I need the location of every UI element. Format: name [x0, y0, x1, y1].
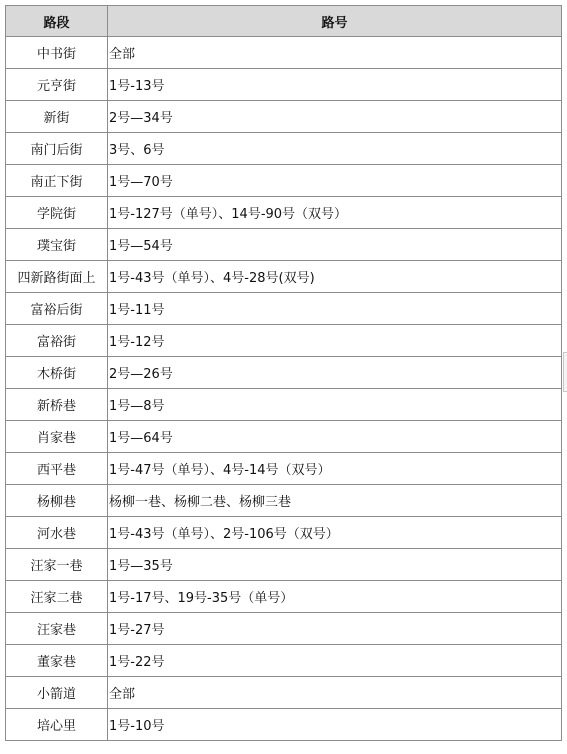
segment-cell: 培心里 [6, 709, 108, 741]
segment-cell: 南门后街 [6, 133, 108, 165]
table-row [6, 581, 562, 613]
table-row [6, 645, 562, 677]
numbers-cell: 1号-27号 [108, 613, 562, 645]
segment-cell: 新街 [6, 101, 108, 133]
table-row [6, 421, 562, 453]
table-row [6, 357, 562, 389]
numbers-cell: 1号-13号 [108, 69, 562, 101]
numbers-cell: 1号-12号 [108, 325, 562, 357]
segment-cell: 杨柳巷 [6, 485, 108, 517]
segment-cell: 肖家巷 [6, 421, 108, 453]
segment-cell: 汪家巷 [6, 613, 108, 645]
segment-cell: 南正下街 [6, 165, 108, 197]
table-row [6, 613, 562, 645]
numbers-cell: 杨柳一巷、杨柳二巷、杨柳三巷 [108, 485, 562, 517]
segment-cell: 富裕街 [6, 325, 108, 357]
table-row [6, 325, 562, 357]
numbers-cell: 1号-11号 [108, 293, 562, 325]
table-row [6, 453, 562, 485]
edge-scroll-marker [563, 352, 567, 392]
numbers-cell: 1号-127号（单号）、14号-90号（双号） [108, 197, 562, 229]
table-row [6, 389, 562, 421]
numbers-cell: 3号、6号 [108, 133, 562, 165]
column-header-numbers: 路号 [108, 6, 562, 37]
numbers-cell: 1号—35号 [108, 549, 562, 581]
table-row [6, 229, 562, 261]
table-row [6, 485, 562, 517]
numbers-cell: 1号-43号（单号）、2号-106号（双号） [108, 517, 562, 549]
column-header-segment: 路段 [6, 6, 108, 37]
table-row [6, 261, 562, 293]
numbers-cell: 1号-22号 [108, 645, 562, 677]
numbers-cell: 1号-47号（单号）、4号-14号（双号） [108, 453, 562, 485]
table-row [6, 37, 562, 69]
segment-cell: 西平巷 [6, 453, 108, 485]
segment-cell: 木桥街 [6, 357, 108, 389]
segment-cell: 四新路街面上 [6, 261, 108, 293]
numbers-cell: 全部 [108, 37, 562, 69]
segment-cell: 小箭道 [6, 677, 108, 709]
segment-cell: 董家巷 [6, 645, 108, 677]
table-row [6, 69, 562, 101]
segment-cell: 新桥巷 [6, 389, 108, 421]
table-row [6, 549, 562, 581]
table-row [6, 165, 562, 197]
numbers-cell: 2号—26号 [108, 357, 562, 389]
table-header-row [6, 6, 562, 37]
segment-cell: 璞宝街 [6, 229, 108, 261]
road-number-table-container [5, 5, 561, 741]
numbers-cell: 2号—34号 [108, 101, 562, 133]
table-row [6, 709, 562, 741]
table-row [6, 293, 562, 325]
numbers-cell: 1号—54号 [108, 229, 562, 261]
table-row [6, 517, 562, 549]
segment-cell: 元亨街 [6, 69, 108, 101]
segment-cell: 汪家二巷 [6, 581, 108, 613]
numbers-cell: 全部 [108, 677, 562, 709]
segment-cell: 学院街 [6, 197, 108, 229]
numbers-cell: 1号-10号 [108, 709, 562, 741]
road-number-table [5, 5, 562, 741]
segment-cell: 汪家一巷 [6, 549, 108, 581]
table-row [6, 197, 562, 229]
numbers-cell: 1号-17号、19号-35号（单号） [108, 581, 562, 613]
table-row [6, 101, 562, 133]
table-row [6, 133, 562, 165]
numbers-cell: 1号-43号（单号）、4号-28号(双号) [108, 261, 562, 293]
segment-cell: 河水巷 [6, 517, 108, 549]
numbers-cell: 1号—70号 [108, 165, 562, 197]
numbers-cell: 1号—64号 [108, 421, 562, 453]
segment-cell: 富裕后街 [6, 293, 108, 325]
table-row [6, 677, 562, 709]
segment-cell: 中书街 [6, 37, 108, 69]
numbers-cell: 1号—8号 [108, 389, 562, 421]
